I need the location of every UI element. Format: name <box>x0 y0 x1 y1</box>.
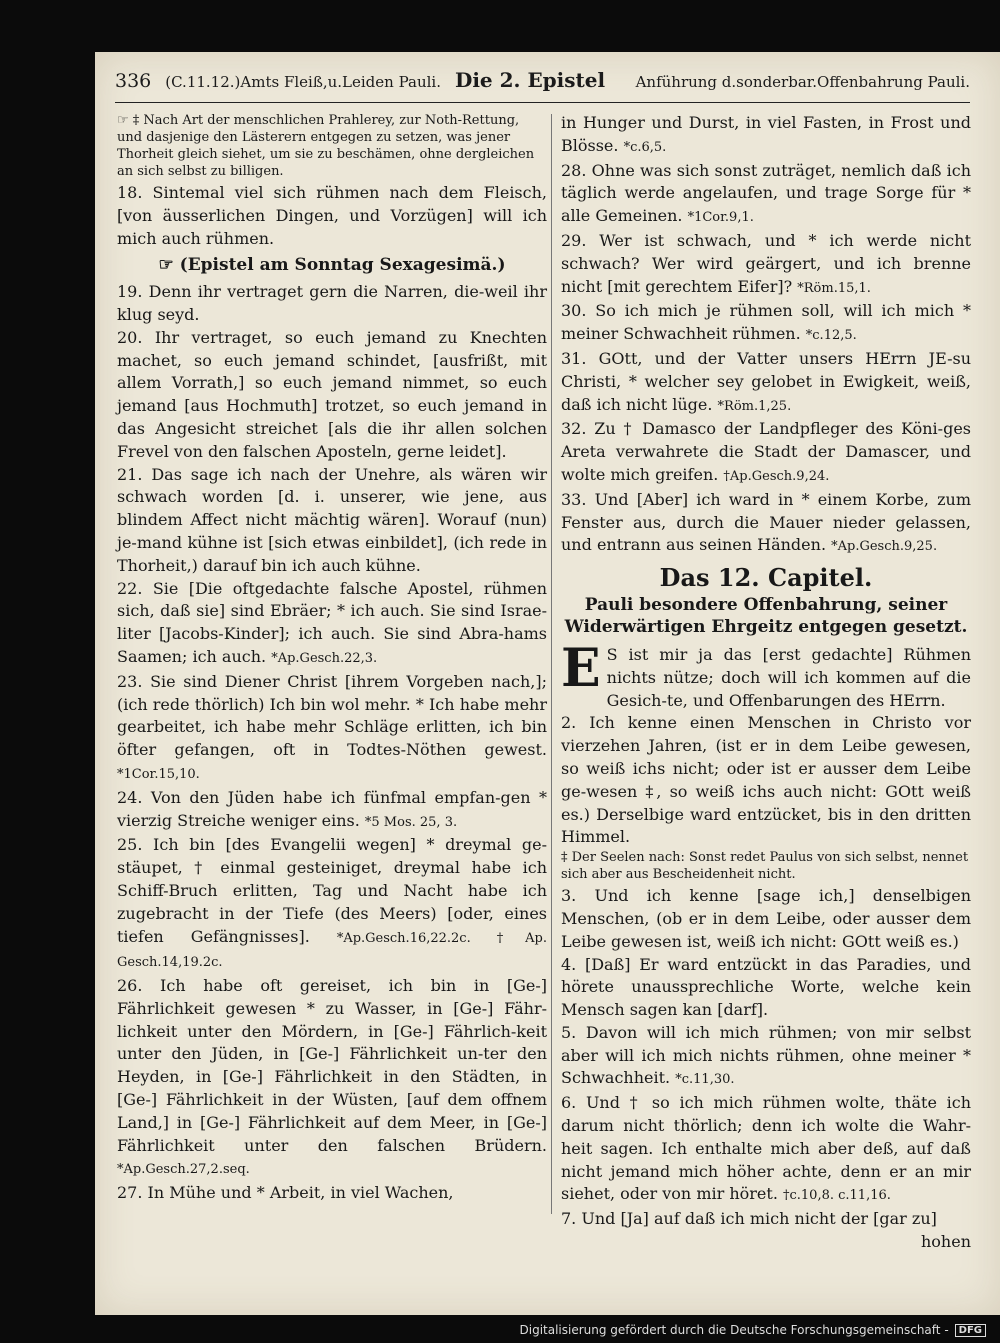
verse-24-reference: *5 Mos. 25, 3. <box>364 814 458 830</box>
verse-32 <box>561 418 971 488</box>
verse-33-reference: *Ap.Gesch.9,25. <box>831 539 938 555</box>
verse-33-text: 33. Und [Aber] ich ward in * einem Korbe, zum Fenster aus, durch die Mauer nieder gelassen, und entrann aus seinen Händen. <box>561 489 971 555</box>
catchword: hohen <box>920 1232 971 1252</box>
verse-22-text: 22. Sie [Die oftgedachte falsche Apostel, rühmen sich, daß sie] sind Ebräer; * ich auch. Sie sind Israe-liter [Jacobs-Kinder]; ich auch. Sie sind Abra-hams Saamen; ich auch. <box>117 578 547 666</box>
verse-29-reference: *Röm.15,1. <box>797 280 871 296</box>
drop-cap-initial: E <box>561 637 601 699</box>
chapter-title: Das 12. Capitel. <box>659 563 873 593</box>
verse-21: 21. Das sage ich nach der Unehre, als wären wir schwach worden [d. i. unserer, wie jene, aus blindem Affect nicht mächtig wären]. Worauf (nun) je-mand kühne ist [sich etwas einbildet], (ich rede in Thorheit,) darauf bin ich auch kühne. <box>117 464 547 575</box>
verse-5-text: 5. Davon will ich mich rühmen; von mir selbst aber will ich mich nichts rühmen, ohne meiner * Schwachheit. <box>561 1022 971 1088</box>
verse-25-reference: *Ap.Gesch.16,22.2c. †Ap. Gesch.14,19.2c. <box>117 930 548 971</box>
verse-22-reference: *Ap.Gesch.22,3. <box>271 650 378 666</box>
verse-26 <box>117 975 547 1182</box>
verse-5 <box>561 1022 971 1092</box>
verse-29-text: 29. Wer ist schwach, und * ich werde nicht schwach? Wer wird geärgert, und ich brenne nicht [mit gerechtem Eifer]? <box>561 230 971 296</box>
credit-text: Digitalisierung gefördert durch die Deutsche Forschungsgemeinschaft - <box>519 1323 949 1337</box>
verse-32-reference: †Ap.Gesch.9,24. <box>723 468 830 484</box>
verse-25-text: 25. Ich bin [des Evangelii wegen] * dreymal ge-stäupet, † einmal gesteiniget, dreymal habe ich Schiff-Bruch erlitten, Tag und Nacht habe ich zugebracht in der Tiefe (des Meers) [oder, eines tiefen Gefängnisses]. <box>117 835 547 946</box>
verse-2: 2. Ich kenne einen Menschen in Christo vor vierzehen Jahren, (ist er in dem Leibe gewesen, so weiß ichs nicht; oder ist er ausser dem Leibe ge-wesen ‡, so weiß ichs auch nicht: GOtt weiß es.) Derselbige ward entzücket, bis in den dritten Himmel. <box>561 713 971 847</box>
verse-23-text: 23. Sie sind Diener Christ [ihrem Vorgeben nach,]; (ich rede thörlich) Ich bin wol mehr. * Ich habe mehr gearbeitet, ich habe mehr Schläge erlitten, ich bin öfter gefangen, oft in Todtes-Nöthen gewest. <box>117 671 547 760</box>
verse-25 <box>117 834 547 975</box>
verse-28-text: 28. Ohne was sich sonst zuträget, nemlich daß ich täglich werde angelaufen, und trage Sorge für * alle Gemeinen. <box>561 160 971 226</box>
digitization-credit <box>520 1323 987 1337</box>
verse-33 <box>561 489 971 559</box>
verse-28 <box>561 160 971 230</box>
verse-30-text: 30. So ich mich je rühmen soll, will ich mich * meiner Schwachheit rühmen. <box>561 301 971 344</box>
verse-3: 3. Und ich kenne [sage ich,] denselbigen Menschen, (ob er in dem Leibe, oder ausser dem Leibe gewesen ist, weiß ich nicht: GOtt weiß es.) <box>561 886 971 951</box>
verse-6-reference: †c.10,8. c.11,16. <box>783 1188 891 1204</box>
verse-18: 18. Sintemal viel sich rühmen nach dem Fleisch, [von äusserlichen Dingen, und Vorzügen] will ich mich auch rühmen. <box>117 183 547 248</box>
verse-20: 20. Ihr vertraget, so euch jemand zu Knechten machet, so euch jemand schindet, [ausfrißt, mit allem Vorrath,] so euch jemand nimmet, so euch jemand [aus Hochmuth] trotzet, so euch jemand in das Angesicht streichet [als die ihr allen solchen Frevel von den falschen Aposteln, gerne leidet]. <box>117 327 547 461</box>
verse-6 <box>561 1092 971 1208</box>
verse-22 <box>117 578 547 671</box>
verse-19: 19. Denn ihr vertraget gern die Narren, die-weil ihr klug seyd. <box>117 282 547 324</box>
verse-27: 27. In Mühe und * Arbeit, in viel Wachen, <box>117 1183 454 1203</box>
verse-27-continued <box>561 112 971 160</box>
verse-28-reference: *1Cor.9,1. <box>687 210 754 226</box>
chapter-summary: Pauli besondere Offenbahrung, seiner Widerwärtigen Ehrgeitz entgegen gesetzt. <box>564 594 968 637</box>
verse-32-text: 32. Zu † Damasco der Landpfleger des Köni-ges Areta verwahrete die Stadt der Damascer, und wolte mich greifen. <box>561 419 971 484</box>
page-number: 336 <box>115 70 152 92</box>
verse-27-reference: *c.6,5. <box>623 139 667 155</box>
verse-31 <box>561 348 971 418</box>
verse-1-text: S ist mir ja das [erst gedachte] Rühmen nichts nütze; doch will ich kommen auf die Gesich-te, und Offenbarungen des HErrn. <box>606 644 971 710</box>
verse-6-text: 6. Und † so ich mich rühmen wolte, thäte ich darum nicht thörlich; denn ich wolte die Wahr-heit sagen. Ich enthalte mich aber deß, auf daß nicht jemand mich höher achte, denn er an mir siehet, oder von mir höret. <box>561 1093 971 1204</box>
column-divider <box>551 114 552 1214</box>
footnote: ☞ ‡ Nach Art der menschlichen Prahlerey, zur Noth-Rettung, und dasjenige den Lästerern entgegen zu setzen, was jener Thorheit gleich siehet, um sie zu beschämen, ohne dergleichen an sich selbst zu billigen. <box>117 113 535 179</box>
verse-23 <box>117 671 547 787</box>
dfg-logo-icon: DFG <box>955 1324 986 1337</box>
verse-31-reference: *Röm.1,25. <box>717 398 792 414</box>
verse-27-continued-text: in Hunger und Durst, in viel Fasten, in Frost und Blösse. <box>561 113 971 155</box>
pericope-heading: ☞ (Epistel am Sonntag Sexagesimä.) <box>158 255 506 276</box>
verse-1 <box>561 637 971 712</box>
running-head-left: (C.11.12.)Amts Fleiß,u.Leiden Pauli. <box>165 73 441 91</box>
verse-31-text: 31. GOtt, und der Vatter unsers HErrn JE-su Christi, * welcher sey gelobet in Ewigkeit, weiß, daß ich nicht lüge. <box>561 348 971 414</box>
verse-29 <box>561 230 971 300</box>
footnote-verse-2: ‡ Der Seelen nach: Sonst redet Paulus von sich selbst, nennet sich aber aus Bescheidenheit nicht. <box>561 850 969 883</box>
running-head-right: Anführung d.sonderbar.Offenbahrung Pauli. <box>635 73 970 91</box>
running-head-center: Die 2. Epistel <box>454 68 606 92</box>
left-column <box>117 112 547 1205</box>
verse-24 <box>117 787 547 835</box>
verse-26-text: 26. Ich habe oft gereiset, ich bin in [Ge-] Fährlichkeit gewesen * zu Wasser, in [Ge-] Fähr-lichkeit unter den Mördern, in [Ge-] Fährlich-keit unter den Jüden, in [Ge-] Fährlichkeit un-ter den Heyden, in [Ge-] Fährlichkeit in den Städten, in [Ge-] Fährlichkeit in der Wüsten, [auf dem offnem Land,] in [Ge-] Fährlichkeit auf dem Meer, in [Ge-] Fährlichkeit unter den falschen Brüdern. <box>117 976 547 1155</box>
verse-30 <box>561 300 971 348</box>
verse-23-reference: *1Cor.15,10. <box>117 766 200 782</box>
verse-30-reference: *c.12,5. <box>805 328 857 344</box>
verse-5-reference: *c.11,30. <box>675 1072 735 1088</box>
verse-24-text: 24. Von den Jüden habe ich fünfmal empfan-gen * vierzig Streiche weniger eins. <box>117 787 547 830</box>
verse-26-reference: *Ap.Gesch.27,2.seq. <box>117 1162 250 1178</box>
verse-4: 4. [Daß] Er ward entzückt in das Paradies, und hörete unaussprechliche Worte, welche kein Mensch sagen kan [darf]. <box>561 954 971 1020</box>
verse-7: 7. Und [Ja] auf daß ich mich nicht der [gar zu] <box>561 1209 937 1229</box>
right-column <box>561 112 971 1254</box>
scanned-page <box>95 52 1000 1315</box>
running-header <box>115 68 970 103</box>
